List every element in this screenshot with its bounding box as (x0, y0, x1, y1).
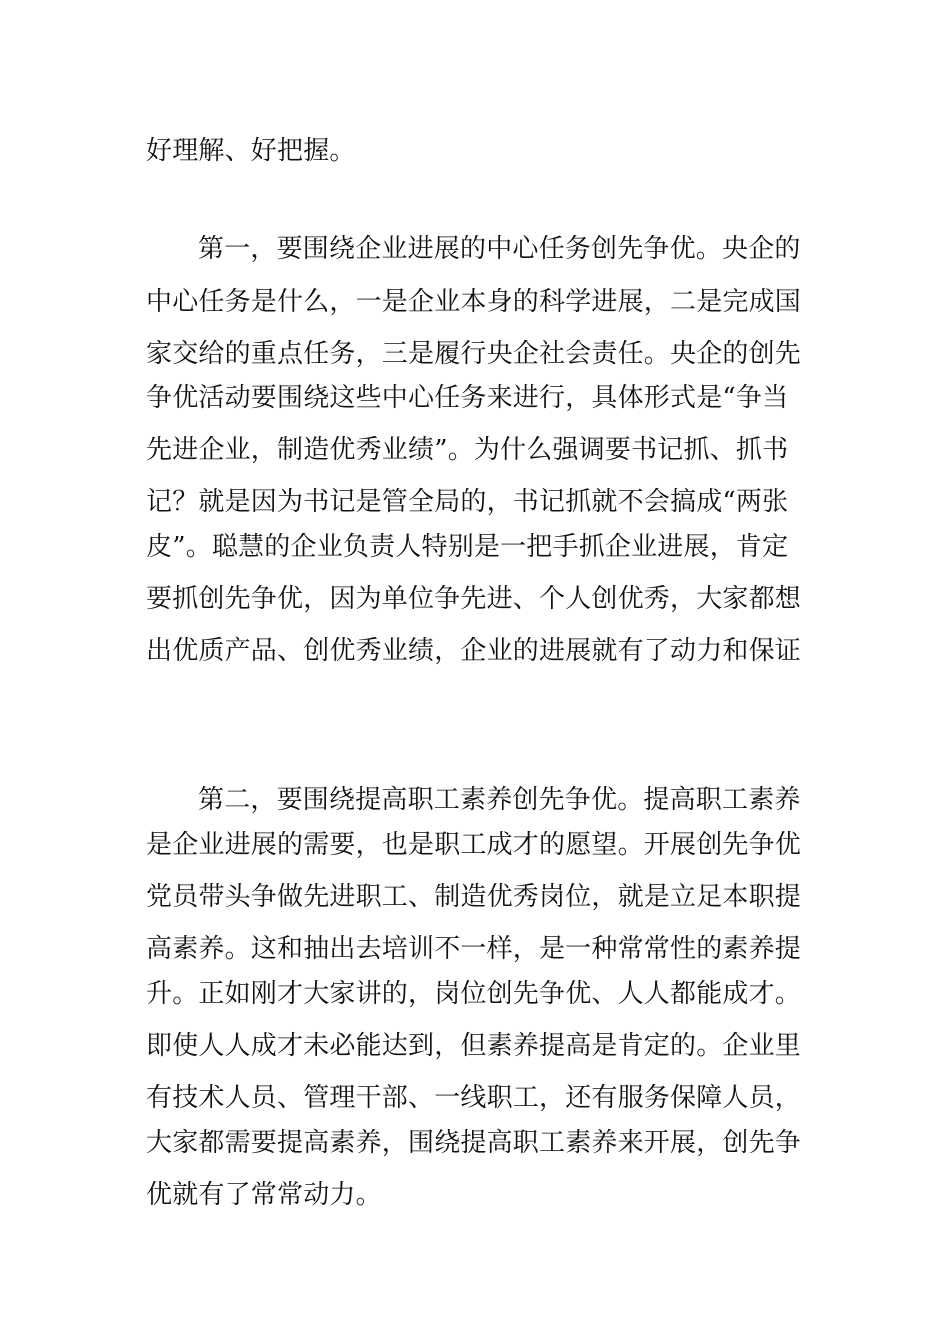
text-line: 升。正如刚才大家讲的，岗位创先争优、人人都能成才。 (146, 979, 802, 1009)
text-line: 优就有了常常动力。 (146, 1180, 382, 1210)
text-line: 是企业进展的需要，也是职工成才的愿望。开展创先争优 (146, 830, 802, 860)
text-line: 争优活动要围绕这些中心任务来进行，具体形式是“争当 (146, 383, 789, 413)
text-line: 高素养。这和抽出去培训不一样，是一种常常性的素养提 (146, 934, 802, 964)
paragraph-1-first-line: 第一，要围绕企业进展的中心任务创先争优。央企的 (198, 234, 801, 264)
text-line: 先进企业，制造优秀业绩”。为什么强调要书记抓、抓书 (146, 435, 789, 465)
text-line: 即使人人成才未必能达到，但素养提高是肯定的。企业里 (146, 1031, 802, 1061)
text-line: 家交给的重点任务，三是履行央企社会责任。央企的创先 (146, 339, 802, 369)
paragraph-2-first-line: 第二，要围绕提高职工素养创先争优。提高职工素养 (198, 785, 801, 815)
text-line: 出优质产品、创优秀业绩，企业的进展就有了动力和保证 (146, 636, 802, 666)
text-line: 大家都需要提高素养，围绕提高职工素养来开展，创先争 (146, 1128, 802, 1158)
text-line: 中心任务是什么，一是企业本身的科学进展，二是完成国 (146, 287, 802, 317)
text-line: 有技术人员、管理干部、一线职工，还有服务保障人员， (146, 1083, 802, 1113)
text-line: 党员带头争做先进职工、制造优秀岗位，就是立足本职提 (146, 882, 802, 912)
text-line: 记？就是因为书记是管全局的，书记抓就不会搞成“两张 (146, 487, 789, 517)
text-line: 好理解、好把握。 (146, 136, 356, 166)
text-line: 皮”。聪慧的企业负责人特别是一把手抓企业进展，肯定 (146, 532, 789, 562)
text-line: 要抓创先争优，因为单位争先进、个人创优秀，大家都想 (146, 584, 802, 614)
